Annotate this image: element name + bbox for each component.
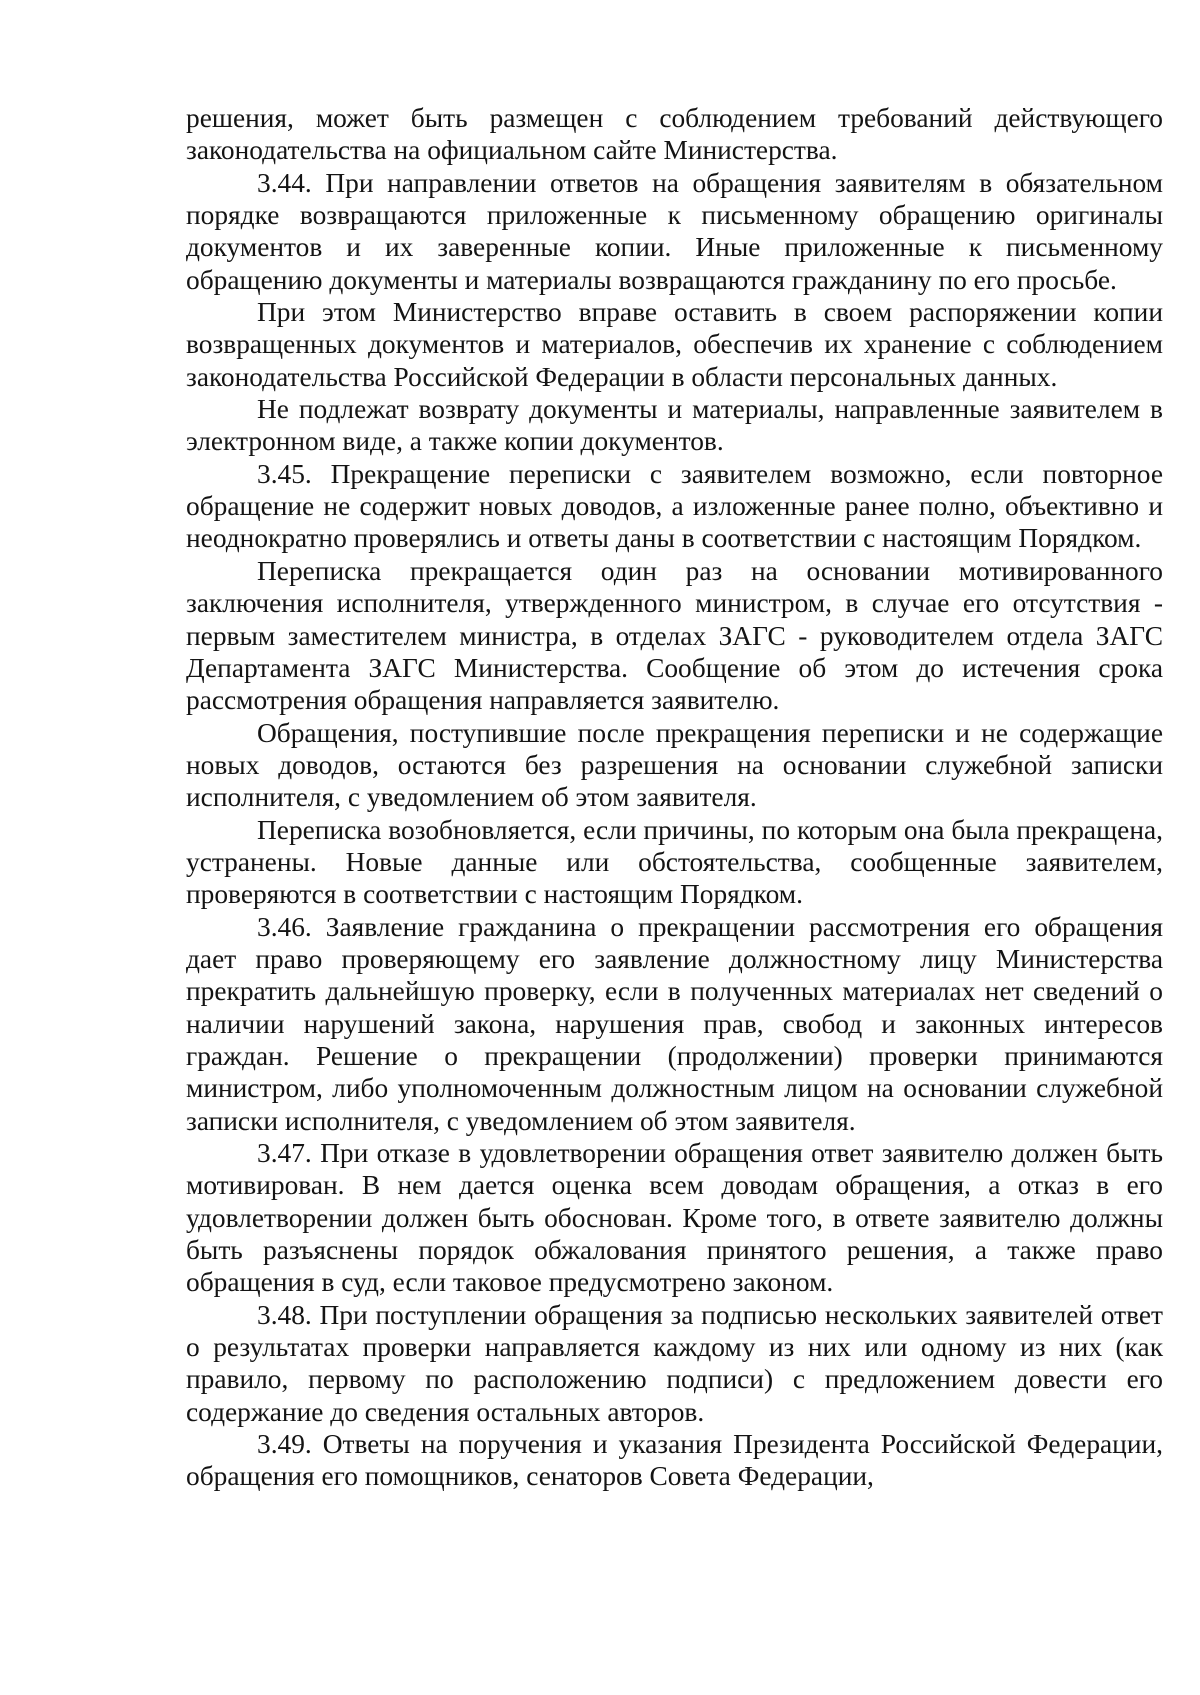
paragraph-3-48: 3.48. При поступлении обращения за подписью нескольких заявителей ответ о результатах проверки направляется каждому из них или одному из них (как правило, первому по расположению подписи) с предложением довести его содержание до сведения остальных авторов. (186, 1299, 1163, 1427)
paragraph-3-44: 3.44. При направлении ответов на обращения заявителям в обязательном порядке возвращаются приложенные к письменному обращению оригиналы документов и их заверенные копии. Иные приложенные к письменному обращению документы и материалы возвращаются гражданину по его просьбе. (186, 167, 1163, 295)
paragraph-correspondence-termination: Переписка прекращается один раз на основании мотивированного заключения исполнителя, утвержденного министром, в случае его отсутствия - первым заместителем министра, в отделах ЗАГС - руководителем отдела ЗАГС Департамента ЗАГС Министерства. Сообщение об этом до истечения срока рассмотрения обращения направляется заявителю. (186, 555, 1163, 716)
paragraph-correspondence-resumption: Переписка возобновляется, если причины, по которым она была прекращена, устранены. Новые данные или обстоятельства, сообщенные заявителем, проверяются в соответствии с настоящим Порядком. (186, 814, 1163, 910)
paragraph-3-47: 3.47. При отказе в удовлетворении обращения ответ заявителю должен быть мотивирован. В нем дается оценка всем доводам обращения, а отказ в его удовлетворении должен быть обоснован. Кроме того, в ответе заявителю должны быть разъяснены порядок обжалования принятого решения, а также право обращения в суд, если таковое предусмотрено законом. (186, 1138, 1163, 1298)
paragraph-copies-retention: При этом Министерство вправе оставить в своем распоряжении копии возвращенных документов и материалов, обеспечив их хранение с соблюдением законодательства Российской Федерации в области персональных данных. (186, 297, 1163, 392)
paragraph-appeals-after-termination: Обращения, поступившие после прекращения переписки и не содержащие новых доводов, остаются без разрешения на основании служебной записки исполнителя, с уведомлением об этом заявителя. (186, 717, 1163, 813)
paragraph-no-return: Не подлежат возврату документы и материалы, направленные заявителем в электронном виде, а также копии документов. (186, 394, 1163, 457)
paragraph-3-49: 3.49. Ответы на поручения и указания Президента Российской Федерации, обращения его помощников, сенаторов Совета Федерации, (186, 1429, 1163, 1492)
document-body (186, 102, 1163, 1493)
paragraph-3-46: 3.46. Заявление гражданина о прекращении рассмотрения его обращения дает право проверяющему его заявление должностному лицу Министерства прекратить дальнейшую проверку, если в полученных материалах нет сведений о наличии нарушений закона, нарушения прав, свобод и законных интересов граждан. Решение о прекращении (продолжении) проверки принимаются министром, либо уполномоченным должностным лицом на основании служебной записки исполнителя, с уведомлением об этом заявителя. (186, 911, 1163, 1136)
paragraph-continuation: решения, может быть размещен с соблюдением требований действующего законодательства на официальном сайте Министерства. (186, 103, 1163, 166)
paragraph-3-45: 3.45. Прекращение переписки с заявителем возможно, если повторное обращение не содержит новых доводов, а изложенные ранее полно, объективно и неоднократно проверялись и ответы даны в соответствии с настоящим Порядком. (186, 458, 1163, 554)
